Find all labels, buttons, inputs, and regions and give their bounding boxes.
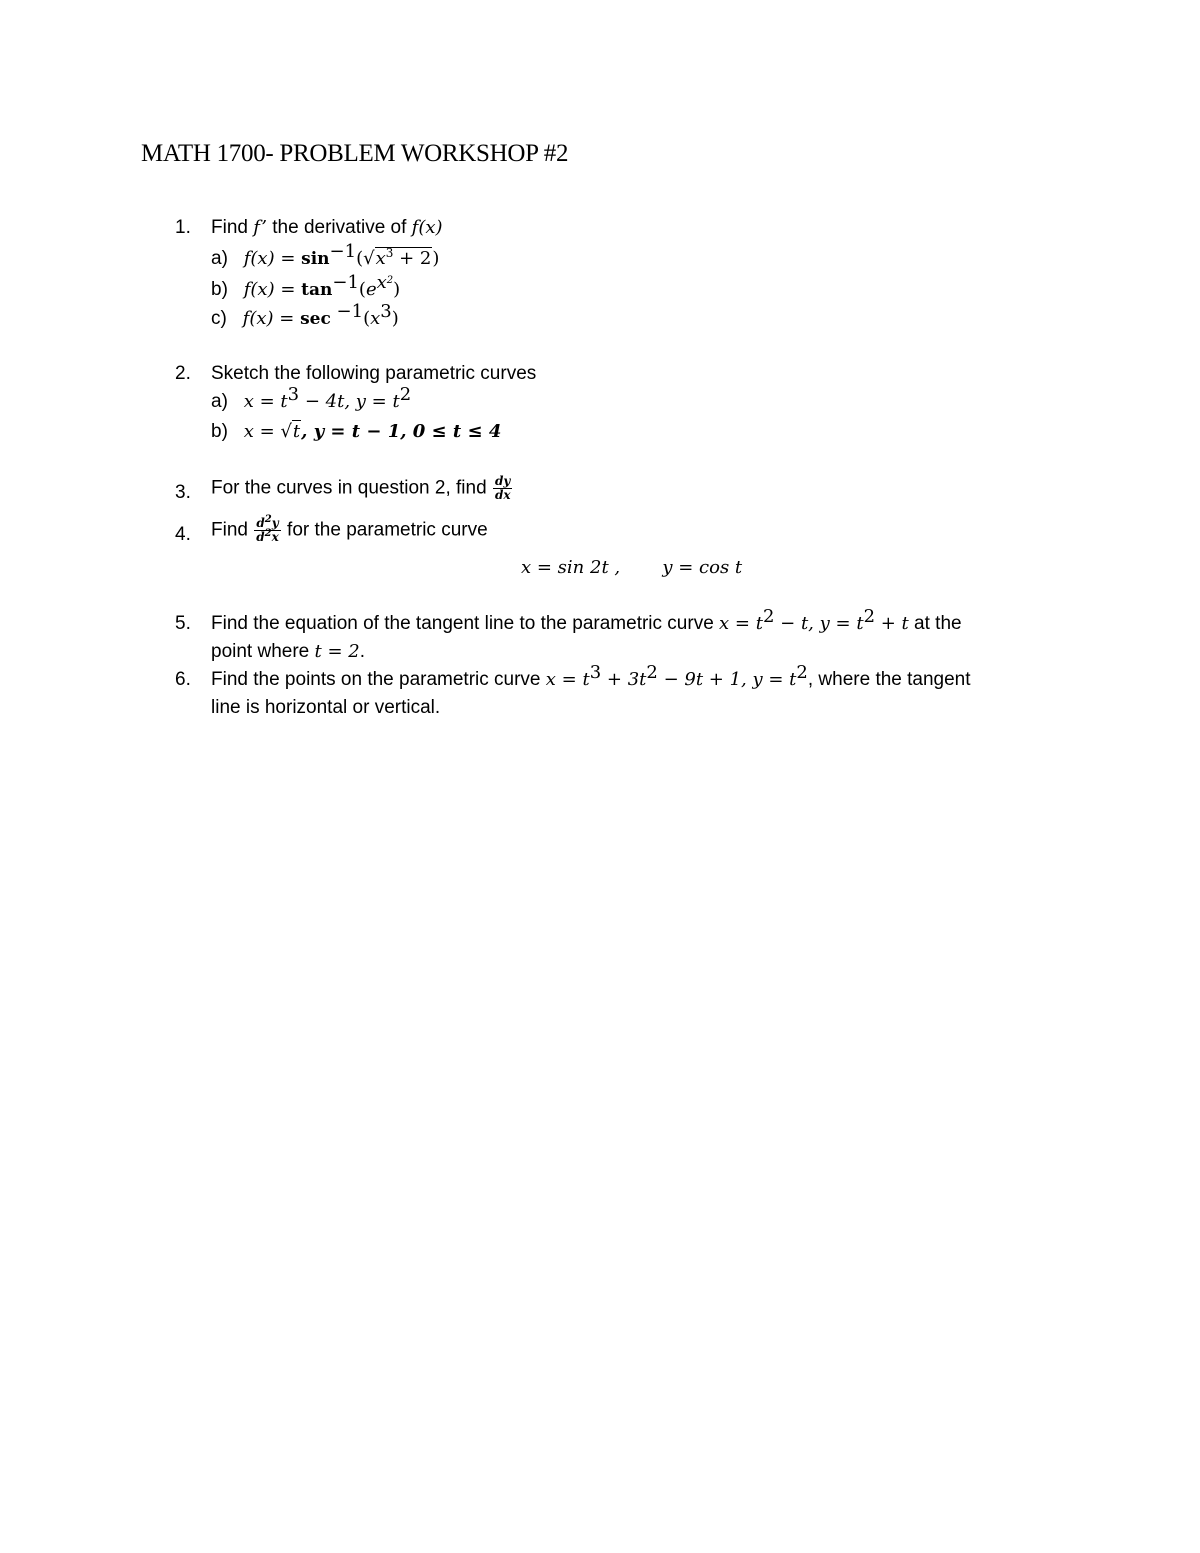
problem-part: a) $x = t^3 - 4t$, $y = t^2$	[211, 384, 412, 412]
problem-number: 3.	[175, 482, 191, 503]
square-root: $√x^3 + 2$	[363, 246, 432, 269]
problem-part: b) $f(x) = \tan^{-1}(e^{x^2})$	[211, 272, 401, 300]
problem-prompt: Find f’ the derivative of f(x)	[211, 217, 443, 238]
problem-number: 1.	[175, 217, 191, 238]
problem-text-line-2: point where t = 2.	[211, 641, 366, 662]
problem-number: 4.	[175, 524, 191, 545]
problem-text-line-1: Find the points on the parametric curve $x = t^3 + 3t^2 - 9t + 1$, $y = t^2$, where the tangent	[211, 662, 971, 690]
fraction-dy-dx: $\frac{dy}{dx}$	[494, 474, 511, 502]
square-root: √t	[280, 421, 301, 442]
problem-part: a) $f(x) = \sin^{-1}(√x^3 + 2)$	[211, 241, 440, 269]
fraction-second-derivative: $\frac{d^2y}{d^2x}$	[256, 514, 279, 544]
problem-part: c) $f(x) = \sec ^{-1}(x^3)$	[211, 301, 399, 329]
problem-number: 6.	[175, 669, 191, 690]
problem-prompt: For the curves in question 2, find $\frac{dy}{dx}$	[211, 474, 511, 502]
problem-text-line-2: line is horizontal or vertical.	[211, 697, 441, 718]
problem-text-line-1: Find the equation of the tangent line to the parametric curve $x = t^2 - t$, $y = t^2 + t$ at the	[211, 606, 962, 634]
page-title: MATH 1700- PROBLEM WORKSHOP #2	[141, 140, 569, 167]
parametric-equation: x = sin 2t , y = cos t	[521, 557, 743, 578]
problem-prompt: Find $\frac{d^2y}{d^2x}$ for the parametric curve	[211, 514, 488, 544]
problem-prompt: Sketch the following parametric curves	[211, 363, 537, 384]
problem-part: b) x = √t, y = t − 1, 0 ≤ t ≤ 4	[211, 421, 502, 442]
problem-number: 2.	[175, 363, 191, 384]
problem-number: 5.	[175, 613, 191, 634]
